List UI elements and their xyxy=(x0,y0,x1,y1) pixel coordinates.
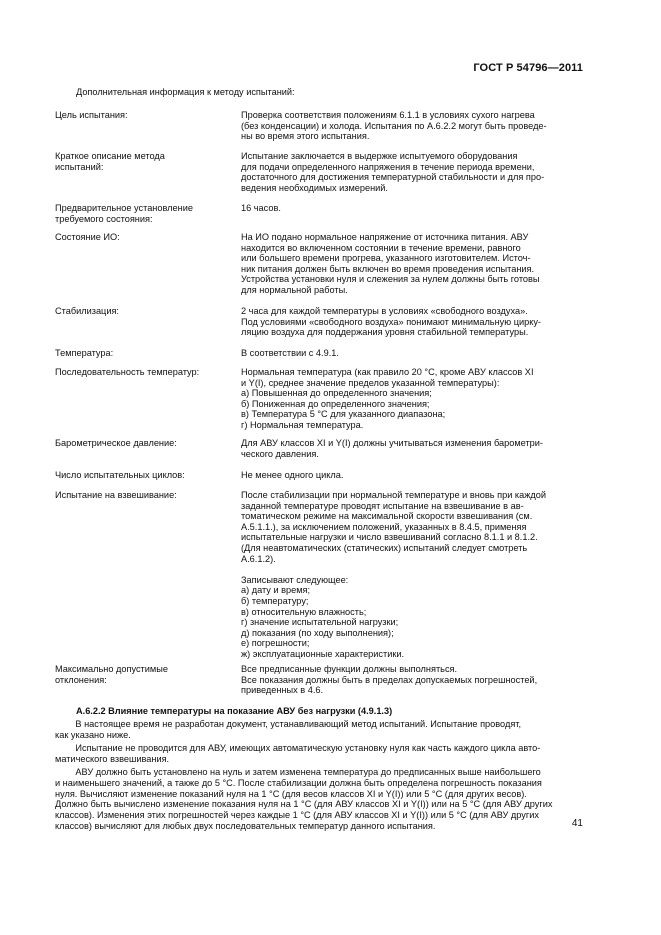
value-line: ляцию воздуха для поддержания уровня стабильной температуры. xyxy=(241,327,529,338)
row-label xyxy=(55,470,230,481)
label-line: Стабилизация: xyxy=(55,306,119,316)
value-line: испытательные нагрузки и число взвешиваний согласно 8.1.1 и 8.1.2. xyxy=(241,532,538,543)
value-line: 2 часа для каждой температуры в условиях «свободного воздуха». xyxy=(241,306,528,316)
row-value xyxy=(241,306,581,338)
value-line: и Y(I), среднее значение пределов указанной температуры): xyxy=(241,377,500,388)
value-line: г) Нормальная температура. xyxy=(241,419,364,430)
value-line: ведения необходимых измерений. xyxy=(241,182,388,193)
label-line: Температура: xyxy=(55,348,114,358)
value-line: Для АВУ классов XI и Y(I) должны учитываться изменения барометри- xyxy=(241,438,543,448)
row-value xyxy=(241,348,581,359)
label-line: Испытание на взвешивание: xyxy=(55,490,177,500)
row-label xyxy=(55,438,230,449)
row-label xyxy=(55,151,230,172)
value-line: Под условиями «свободного воздуха» понимают минимальную цирку- xyxy=(241,316,541,327)
row-label xyxy=(55,306,230,317)
value-line: Нормальная температура (как правило 20 °С, кроме АВУ классов XI xyxy=(241,367,534,377)
value-line: а) дату и время; xyxy=(241,585,311,596)
row-label xyxy=(55,232,230,243)
row-label xyxy=(55,490,230,501)
value-line: Все показания должны быть в пределах допускаемых погрешностей, xyxy=(241,674,538,685)
value-line: приведенных в 4.6. xyxy=(241,685,324,696)
value-line: ник питания должен быть включен во время проведения испытания. xyxy=(241,263,535,274)
row-value xyxy=(241,203,581,214)
value-line xyxy=(241,564,581,575)
label-line: отклонения: xyxy=(55,674,107,685)
value-line: Проверка соответствия положениям 6.1.1 в условиях сухого нагрева xyxy=(241,110,535,120)
value-line: Испытание заключается в выдержке испытуемого оборудования xyxy=(241,151,518,161)
value-line: для нормальной работы. xyxy=(241,284,348,295)
value-line: ж) эксплуатационные характеристики. xyxy=(241,648,405,659)
value-line: А.5.1.1.), за исключением положений, указанных в 8.4.5, применяя xyxy=(241,521,527,532)
value-line: или большего времени прогрева, указанного изготовителем. Источ- xyxy=(241,253,531,264)
value-line: а) Повышенная до определенного значения; xyxy=(241,388,432,399)
paragraph-line: АВУ должно быть установлено на нуль и затем изменена температура до предписанных выше наибольшего xyxy=(55,767,541,777)
label-line: испытаний: xyxy=(55,161,104,172)
value-line: (Для неавтоматических (статических) испытаний следует смотреть xyxy=(241,542,528,553)
value-line: б) Пониженная до определенного значения; xyxy=(241,398,430,409)
row-value xyxy=(241,367,581,431)
value-line: После стабилизации при нормальной температуре и вновь при каждой xyxy=(241,490,546,500)
value-line: томатическом режиме на максимальной скорости взвешивания (см. xyxy=(241,511,533,522)
row-value xyxy=(241,151,581,193)
label-line: Предварительное установление xyxy=(55,203,193,213)
value-line: В соответствии с 4.9.1. xyxy=(241,348,339,358)
label-line: Барометрическое давление: xyxy=(55,438,177,448)
label-line: Последовательность температур: xyxy=(55,367,200,377)
page-number: 41 xyxy=(571,818,583,829)
intro-text: Дополнительная информация к методу испытаний: xyxy=(76,87,295,97)
value-line: (без конденсации) и холода. Испытания по А.6.2.2 могут быть проведе- xyxy=(241,120,547,131)
value-line: Все предписанные функции должны выполняться. xyxy=(241,664,458,674)
value-line: ческого давления. xyxy=(241,448,319,459)
label-line: Число испытательных циклов: xyxy=(55,470,185,480)
row-label xyxy=(55,664,230,685)
label-line: требуемого состояния: xyxy=(55,213,153,224)
value-line: д) показания (по ходу выполнения); xyxy=(241,627,394,638)
row-label xyxy=(55,348,230,359)
value-line: Не менее одного цикла. xyxy=(241,470,344,480)
label-line: Цель испытания: xyxy=(55,110,128,120)
paragraph-line: как указано ниже. xyxy=(55,729,131,740)
label-line: Состояние ИО: xyxy=(55,232,120,242)
row-value xyxy=(241,490,581,660)
row-value xyxy=(241,110,581,142)
value-line: 16 часов. xyxy=(241,203,281,213)
paragraph-line: Должно быть вычислено изменение показания нуля на 1 °С (для АВУ классов XI и Y(I)) или на 5 °С (для АВУ других xyxy=(55,799,553,810)
value-line: ны во время этого испытания. xyxy=(241,131,370,142)
value-line: Устройства установки нуля и слежения за нулем должны быть готовы xyxy=(241,274,540,285)
value-line: г) значение испытательной нагрузки; xyxy=(241,617,399,628)
paragraph-line: классов) вычисляют для любых двух последовательных температур данного испытания. xyxy=(55,820,436,831)
value-line: А.6.1.2). xyxy=(241,553,276,564)
row-value xyxy=(241,470,581,481)
value-line: На ИО подано нормальное напряжение от источника питания. АВУ xyxy=(241,232,529,242)
value-line: е) погрешности; xyxy=(241,638,310,649)
standard-header: ГОСТ Р 54796—2011 xyxy=(473,62,583,74)
section-title: А.6.2.2 Влияние температуры на показание АВУ без нагрузки (4.9.1.3) xyxy=(76,706,393,716)
value-line: для подачи определенного напряжения в течение периода времени, xyxy=(241,161,535,172)
paragraph xyxy=(55,767,585,832)
paragraph xyxy=(55,743,585,765)
paragraph-line: классов). Изменения этих погрешностей через каждые 1 °С (для АВУ классов XI и Y(I)) или 5 °С (для АВУ других xyxy=(55,810,539,821)
row-value xyxy=(241,664,581,696)
paragraph-line: нуля. Вычисляют изменение показаний нуля на 1 °С (для весов классов XI и Y(I)) или 5 °С (для других весов). xyxy=(55,788,527,799)
row-label xyxy=(55,203,230,224)
row-label xyxy=(55,367,230,378)
row-value xyxy=(241,438,581,459)
paragraph-line: матического взвешивания. xyxy=(55,753,170,764)
value-line: находится во включенном состоянии в течение времени, равного xyxy=(241,242,521,253)
value-line: Записывают следующее: xyxy=(241,574,349,585)
row-value xyxy=(241,232,581,296)
value-line: заданной температуре проводят испытание на взвешивание в ав- xyxy=(241,500,524,511)
paragraph-line: В настоящее время не разработан документ, устанавливающий метод испытаний. Испытание проводят, xyxy=(55,719,522,729)
paragraph-line: и наименьшего значений, а также до 5 °С. После стабилизации должна быть определена погрешность показания xyxy=(55,777,542,788)
label-line: Максимально допустимые xyxy=(55,664,168,674)
paragraph-line: Испытание не проводится для АВУ, имеющих автоматическую установку нуля как часть каждого цикла авто- xyxy=(55,743,541,753)
label-line: Краткое описание метода xyxy=(55,151,165,161)
value-line: в) относительную влажность; xyxy=(241,606,367,617)
row-label xyxy=(55,110,230,121)
value-line: достаточного для достижения температурной стабильности и для про- xyxy=(241,172,545,183)
value-line: б) температуру; xyxy=(241,595,309,606)
paragraph xyxy=(55,719,585,741)
value-line: в) Температура 5 °С для указанного диапазона; xyxy=(241,409,446,420)
